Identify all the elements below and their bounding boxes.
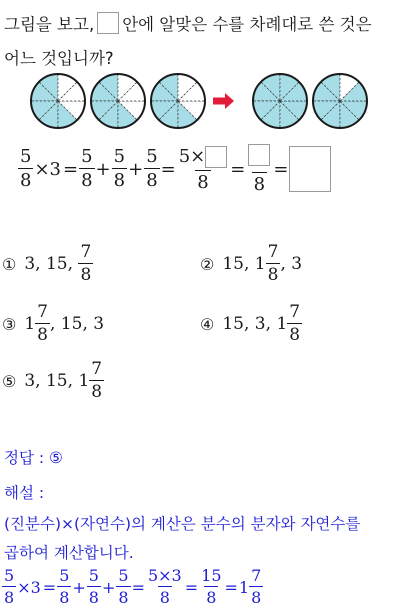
fraction-5-8: $\frac{5}{8}$ <box>81 146 93 191</box>
fraction-5-8: $\frac{5}{8}$ <box>4 566 15 607</box>
choice-number: ① <box>2 254 17 274</box>
answer-blank-box <box>97 12 119 34</box>
choice-3[interactable]: ③ 1 $\frac{7}{8}$ , 15, 3 <box>2 302 105 345</box>
explanation-label: 해설 : <box>4 484 45 502</box>
fraction-circle <box>151 74 205 128</box>
answer-label: 정답 : ⑤ <box>4 449 63 467</box>
five-times: 5× <box>178 146 206 167</box>
plus-sign: + <box>95 158 111 180</box>
solution-equation: $\frac{5}{8}$ ×3 = $\frac{5}{8}$ + $\frac{5}{8}$ + $\frac{5}{8}$ = $\frac{5\times 3}{8}$ = $\frac{15}{8}$ = 1 $\frac{7}{8}$ <box>4 566 262 607</box>
choice-5[interactable]: ⑤ 3, 15, 1 $\frac{7}{8}$ <box>2 359 103 402</box>
equals-sign: = <box>160 158 176 180</box>
right-arrow-icon <box>213 93 234 109</box>
fraction-5-8: $\frac{5}{8}$ <box>146 146 158 191</box>
plus-sign: + <box>128 158 144 180</box>
blank-box-2 <box>248 144 270 166</box>
choice-number: ⑤ <box>2 371 17 391</box>
equation <box>18 141 331 197</box>
fraction-5-8: $\frac{5}{8}$ <box>118 566 129 607</box>
choice-2[interactable]: ② 15, 1 $\frac{7}{8}$ , 3 <box>200 242 303 285</box>
fraction: $\frac{7}{8}$ <box>80 242 92 285</box>
mixed-number: 1 $\frac{7}{8}$ <box>78 359 103 402</box>
fraction-5-8: $\frac{5}{8}$ <box>113 146 126 191</box>
mixed-number: 1 $\frac{7}{8}$ <box>24 302 48 345</box>
fraction-blank-over-8: 8 <box>246 144 272 194</box>
times-3: ×3 <box>34 158 61 180</box>
question-text-before: 그림을 보고, <box>4 15 95 34</box>
mixed-number: 1 $\frac{7}{8}$ <box>276 302 301 345</box>
fraction-5-times-blank-over-8: $\frac{5\times}{8}$ <box>177 146 230 192</box>
question-text-after: 안에 알맞은 수를 차례대로 쓴 것은 <box>122 15 372 34</box>
question-line-1 <box>4 12 372 34</box>
equals-sign: = <box>273 158 289 180</box>
fraction-circle <box>91 74 145 128</box>
choice-number: ④ <box>200 314 215 334</box>
blank-box-1 <box>205 146 227 168</box>
choice-1[interactable]: ① 3, 15, $\frac{7}{8}$ <box>2 242 92 285</box>
fraction-5-8: $\frac{5}{8}$ <box>59 566 70 607</box>
fraction-circle <box>253 74 307 128</box>
explanation-line-2: 곱하여 계산합니다. <box>4 544 134 562</box>
fraction-circles-figure <box>28 70 378 132</box>
mixed-number-1-7-8: 1 $\frac{7}{8}$ <box>238 566 262 607</box>
choice-number: ③ <box>2 314 17 334</box>
blank-box-3 <box>289 146 331 192</box>
fraction-circle <box>31 74 85 128</box>
equals-sign: = <box>63 158 79 180</box>
fraction-5x3-8: $\frac{5\times 3}{8}$ <box>147 566 182 607</box>
fraction-circle <box>313 74 367 128</box>
fraction-5-8: $\frac{5}{8}$ <box>20 146 32 191</box>
explanation-line-1: (진분수)×(자연수)의 계산은 분수의 분자와 자연수를 <box>4 515 361 533</box>
question-line-2: 어느 것입니까? <box>4 49 114 68</box>
fraction-15-8: $\frac{15}{8}$ <box>201 566 222 607</box>
choice-4[interactable]: ④ 15, 3, 1 $\frac{7}{8}$ <box>200 302 301 345</box>
fraction-5-8: $\frac{5}{8}$ <box>88 566 99 607</box>
mixed-number: 1 $\frac{7}{8}$ <box>254 242 279 285</box>
equals-sign: = <box>230 158 246 180</box>
choice-number: ② <box>200 254 215 274</box>
